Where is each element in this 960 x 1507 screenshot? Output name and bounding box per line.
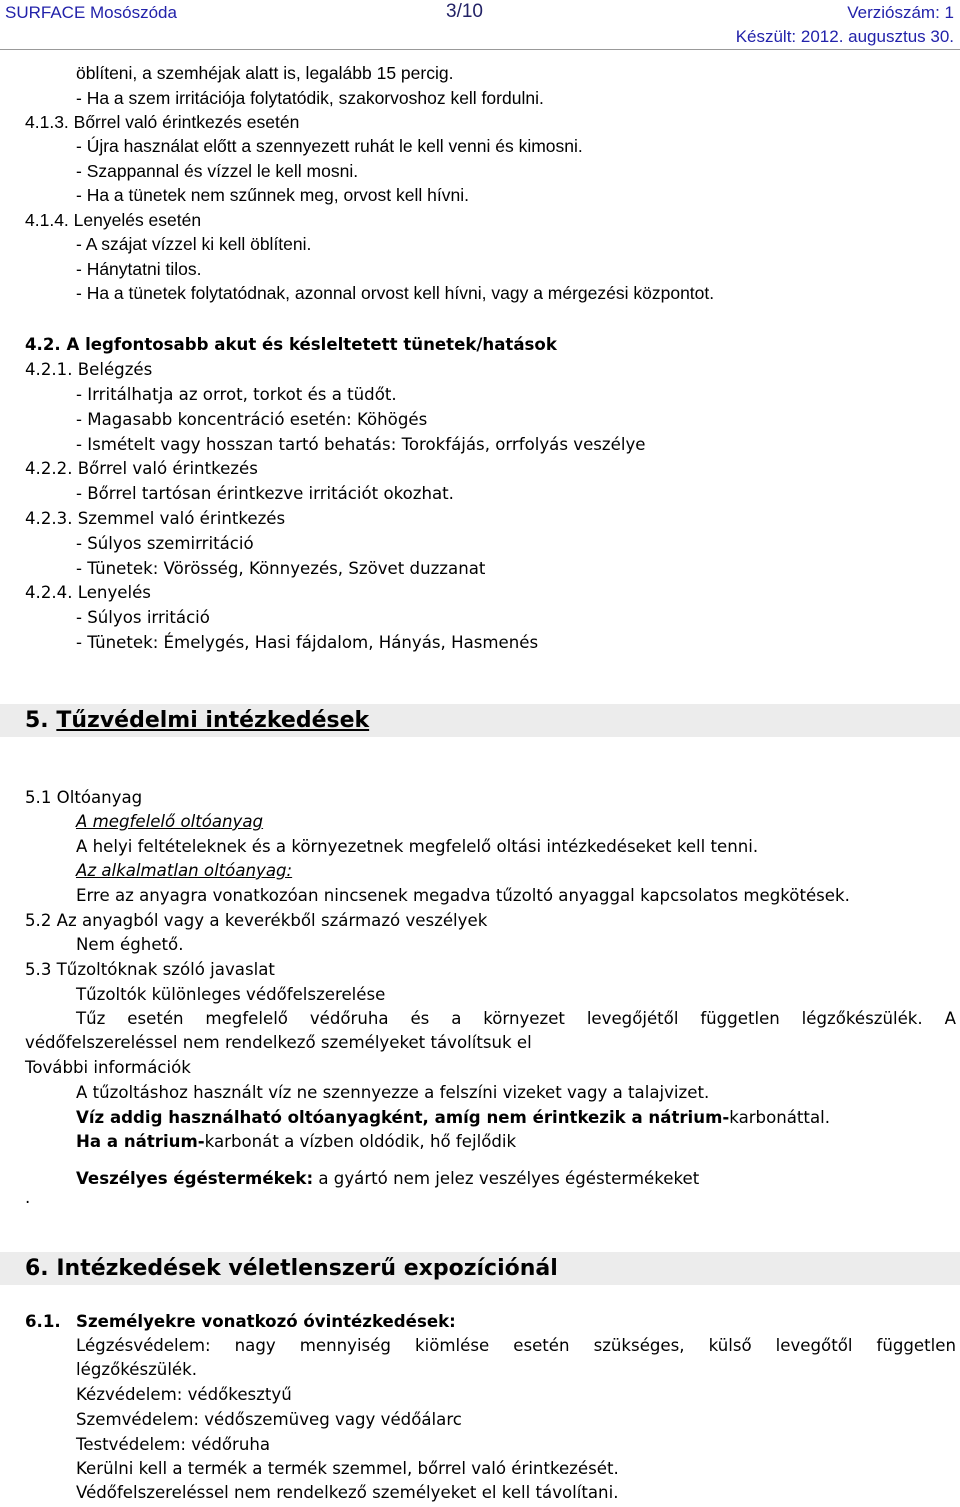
section-5-heading: [0, 704, 960, 737]
text: karbonát a vízben oldódik, hő fejlődik: [204, 1132, 517, 1151]
skin-contact-item: - Újra használat előtt a szennyezett ruhát le kell venni és kimosni.: [76, 136, 583, 156]
emphasis: Ha a nátrium-: [76, 1132, 205, 1151]
section-6-1-number: 6.1.: [25, 1312, 61, 1331]
word: független: [700, 1009, 780, 1028]
section-6-1-title: Személyekre vonatkozó óvintézkedések:: [76, 1312, 456, 1331]
word: Légzésvédelem:: [76, 1336, 211, 1355]
section-5-number: 5.: [25, 708, 49, 733]
word: nagy: [234, 1336, 276, 1355]
text: karbonáttal.: [729, 1108, 830, 1127]
more-info-item: [76, 1130, 516, 1154]
skin-symptoms-heading: 4.2.2. Bőrrel való érintkezés: [25, 459, 258, 478]
skin-symptoms-item: - Bőrrel tartósan érintkezve irritációt okozhat.: [76, 484, 454, 503]
hazards-heading: 5.2 Az anyagból vagy a keverékből származó veszélyek: [25, 911, 488, 930]
remove-persons: Védőfelszereléssel nem rendelkező személyeket el kell távolítani.: [76, 1483, 619, 1502]
word: kiömlése: [414, 1336, 490, 1355]
word: és: [410, 1009, 430, 1028]
skin-contact-item: - Ha a tünetek nem szűnnek meg, orvost kell hívni.: [76, 185, 469, 205]
eye-irritation-text: - Ha a szem irritációja folytatódik, szakorvoshoz kell fordulni.: [76, 88, 544, 108]
creation-date: Készült: 2012. augusztus 30.: [735, 27, 954, 46]
ingestion-symptoms-item: - Súlyos irritáció: [76, 608, 210, 627]
version-number: Verziószám: 1: [847, 3, 954, 22]
section-6-title: Intézkedések véletlenszerű expozíciónál: [56, 1256, 558, 1281]
eye-rinse-text: öblíteni, a szemhéjak alatt is, legalább 15 percig.: [76, 63, 454, 83]
more-info-item: A tűzoltáshoz használt víz ne szennyezze a felszíni vizeket vagy a talajvizet.: [76, 1083, 710, 1102]
suitable-media-label: A megfelelő oltóanyag: [76, 812, 264, 831]
ingestion-item: - Hánytatni tilos.: [76, 259, 202, 279]
word: környezet: [483, 1009, 565, 1028]
stray-dot: .: [25, 1188, 31, 1207]
hazards-text: Nem éghető.: [76, 935, 184, 954]
section-6-heading: [0, 1252, 960, 1285]
word: független: [876, 1336, 956, 1355]
word: levegőtől: [775, 1336, 853, 1355]
firefighter-advice-heading: 5.3 Tűzoltóknak szóló javaslat: [25, 960, 275, 979]
page-header: [0, 0, 960, 48]
suitable-media-text: A helyi feltételeknek és a környezetnek megfelelő oltási intézkedéseket kell tenni.: [76, 837, 759, 856]
word: levegőjétől: [586, 1009, 679, 1028]
word: légzőkészülék.: [801, 1009, 923, 1028]
extinguishing-media-heading: 5.1 Oltóanyag: [25, 788, 143, 807]
eye-protection: Szemvédelem: védőszemüveg vagy védőálarc: [76, 1410, 462, 1429]
product-name: SURFACE Mosószóda: [5, 3, 177, 22]
firefighter-ppe-label: Tűzoltók különleges védőfelszerelése: [76, 985, 386, 1004]
section-6-number: 6.: [25, 1256, 49, 1281]
more-info-heading: További információk: [25, 1058, 191, 1077]
ingestion-item: - A szájat vízzel ki kell öblíteni.: [76, 234, 312, 254]
unsuitable-media-text: Erre az anyagra vonatkozóan nincsenek megadva tűzoltó anyaggal kapcsolatos megkötések.: [76, 886, 850, 905]
symptoms-heading: 4.2. A legfontosabb akut és késleltetett tünetek/hatások: [25, 335, 557, 354]
section-5-title: Tűzvédelmi intézkedések: [56, 708, 370, 733]
text: a gyártó nem jelez veszélyes égéstermékeket: [313, 1169, 700, 1188]
emphasis: Víz addig használható oltóanyagként, amíg nem érintkezik a nátrium-: [76, 1108, 730, 1127]
skin-contact-heading: 4.1.3. Bőrrel való érintkezés esetén: [25, 112, 300, 132]
inhalation-item: - Ismételt vagy hosszan tartó behatás: Torokfájás, orrfolyás veszélye: [76, 435, 646, 454]
combustion-products: [76, 1167, 699, 1191]
eye-symptoms-item: - Tünetek: Vörösség, Könnyezés, Szövet duzzanat: [76, 559, 486, 578]
inhalation-item: - Magasabb koncentráció esetén: Köhögés: [76, 410, 428, 429]
eye-symptoms-item: - Súlyos szemirritáció: [76, 534, 254, 553]
header-divider: [0, 49, 960, 50]
firefighter-ppe-text: [76, 1007, 956, 1031]
respiratory-protection-cont: légzőkészülék.: [76, 1360, 198, 1379]
ingestion-symptoms-item: - Tünetek: Émelygés, Hasi fájdalom, Hányás, Hasmenés: [76, 633, 539, 652]
word: mennyiség: [299, 1336, 391, 1355]
ingestion-symptoms-heading: 4.2.4. Lenyelés: [25, 583, 151, 602]
word: külső: [708, 1336, 752, 1355]
ingestion-heading: 4.1.4. Lenyelés esetén: [25, 210, 202, 230]
word: Tűz: [76, 1009, 106, 1028]
page-number: 3/10: [446, 1, 483, 22]
avoid-contact: Kerülni kell a termék a termék szemmel, bőrrel való érintkezését.: [76, 1459, 619, 1478]
eye-symptoms-heading: 4.2.3. Szemmel való érintkezés: [25, 509, 286, 528]
skin-contact-item: - Szappannal és vízzel le kell mosni.: [76, 161, 359, 181]
word: megfelelő: [205, 1009, 288, 1028]
more-info-item: [76, 1106, 830, 1130]
ingestion-item: - Ha a tünetek folytatódnak, azonnal orvost kell hívni, vagy a mérgezési központot.: [76, 283, 715, 303]
emphasis: Veszélyes égéstermékek:: [76, 1169, 314, 1188]
firefighter-ppe-text-cont: védőfelszereléssel nem rendelkező személyeket távolítsuk el: [25, 1033, 532, 1052]
word: esetén: [127, 1009, 184, 1028]
word: a: [451, 1009, 462, 1028]
unsuitable-media-label: Az alkalmatlan oltóanyag:: [76, 861, 293, 880]
word: esetén: [513, 1336, 570, 1355]
word: védőruha: [309, 1009, 389, 1028]
inhalation-heading: 4.2.1. Belégzés: [25, 360, 153, 379]
word: A: [944, 1009, 956, 1028]
hand-protection: Kézvédelem: védőkesztyű: [76, 1385, 292, 1404]
inhalation-item: - Irritálhatja az orrot, torkot és a tüdőt.: [76, 385, 397, 404]
body-protection: Testvédelem: védőruha: [76, 1435, 271, 1454]
word: szükséges,: [593, 1336, 685, 1355]
respiratory-protection: [76, 1334, 956, 1358]
